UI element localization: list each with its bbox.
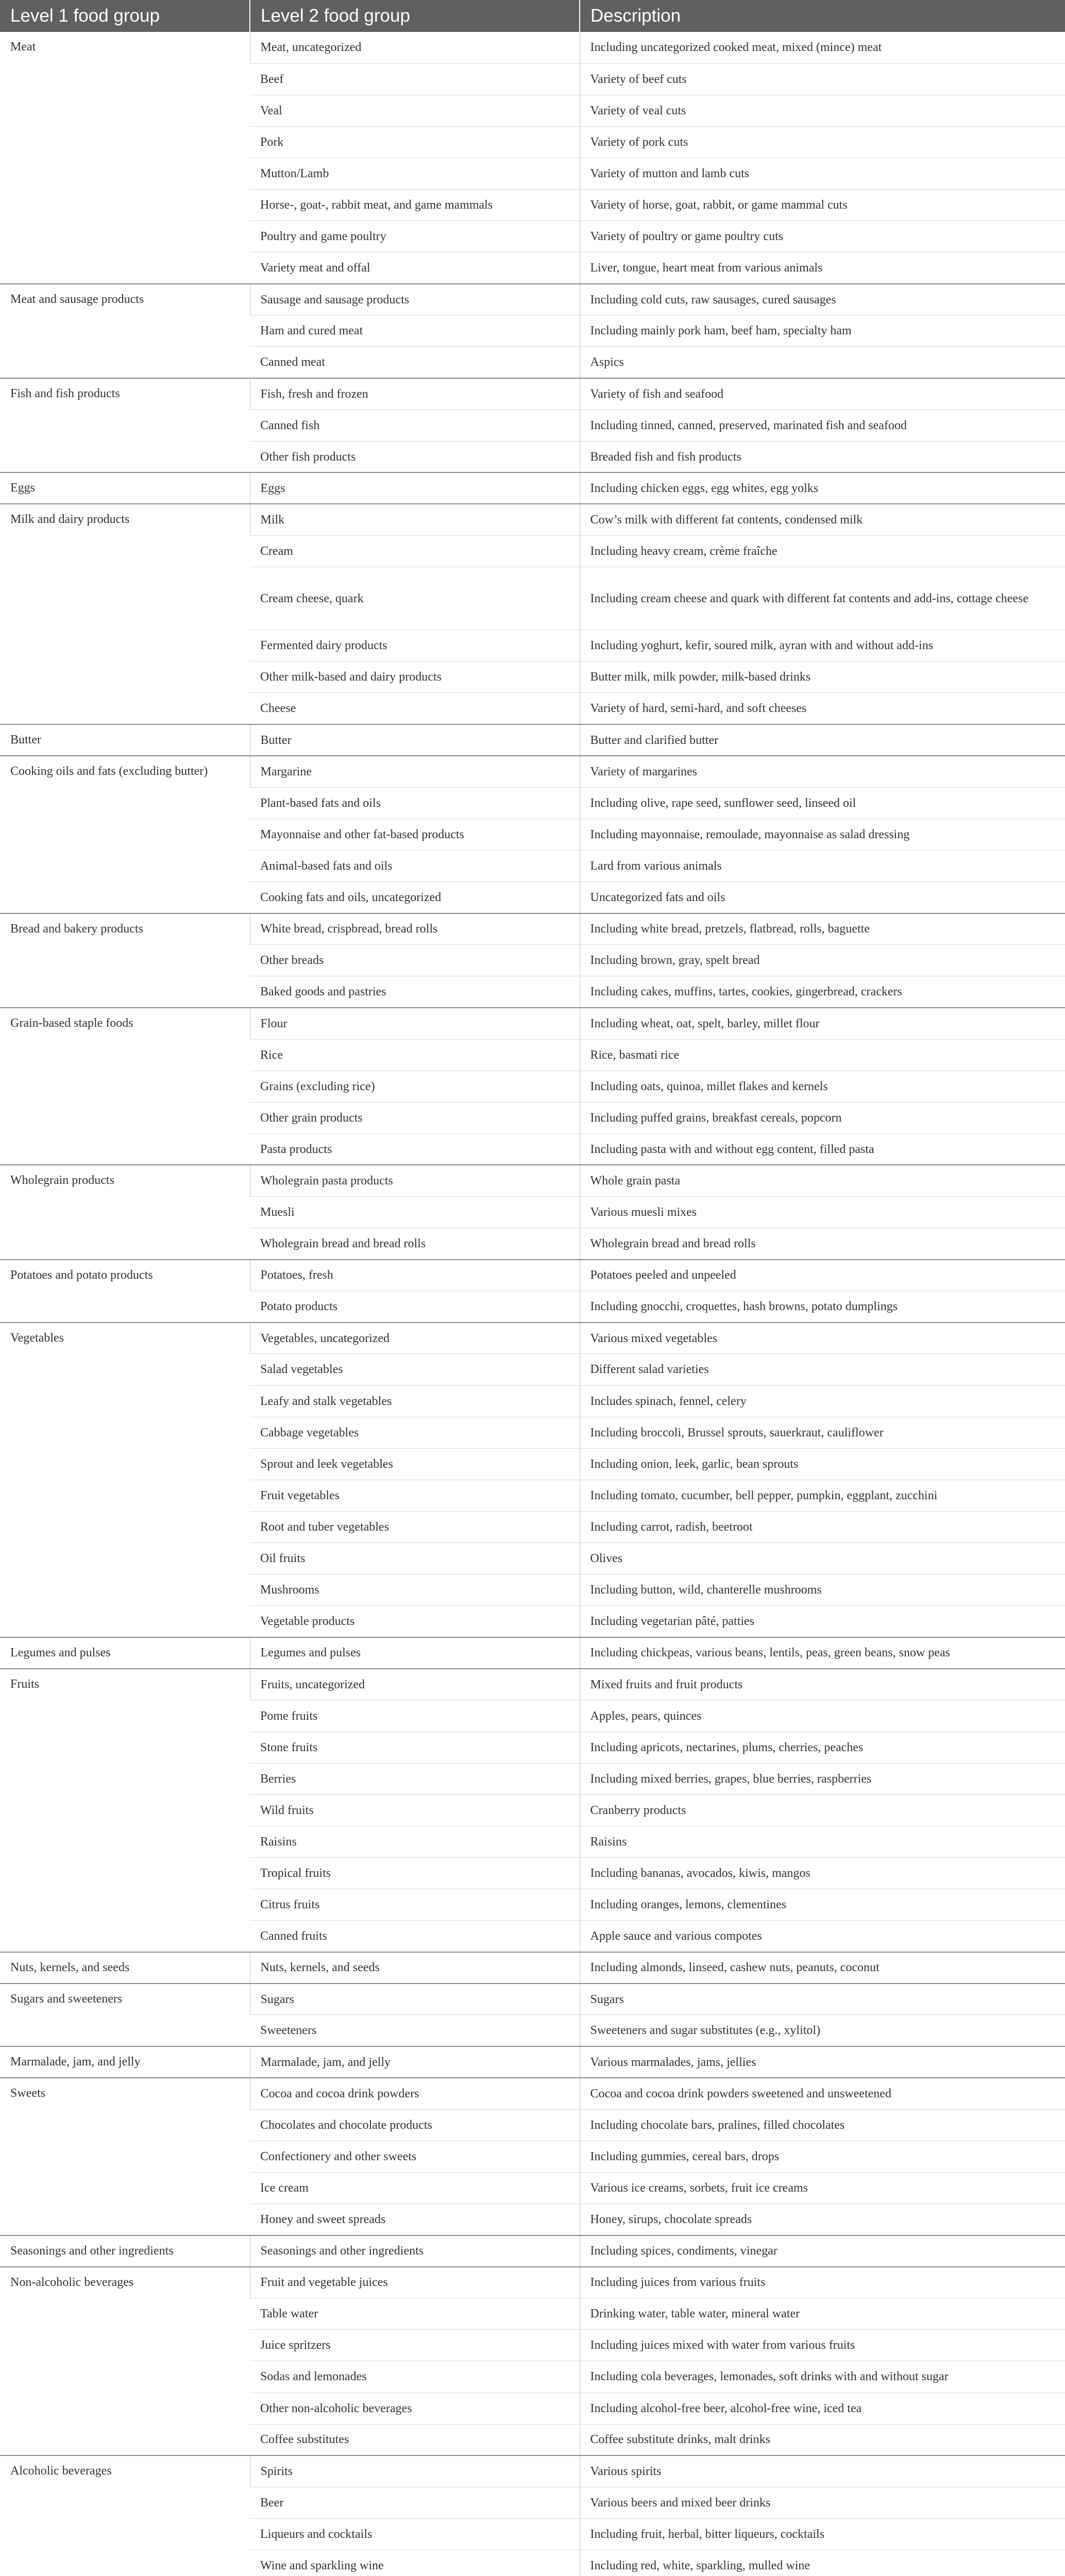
- level2-food-group: Sodas and lemonades: [250, 2361, 580, 2393]
- description: Butter and clarified butter: [580, 724, 1065, 756]
- header-description: Description: [580, 0, 1065, 32]
- description: Whole grain pasta: [580, 1165, 1065, 1196]
- description: Various muesli mixes: [580, 1196, 1065, 1228]
- description: Including chocolate bars, pralines, filled chocolates: [580, 2109, 1065, 2141]
- level1-food-group: Seasonings and other ingredients: [0, 2235, 250, 2267]
- description: Sweeteners and sugar substitutes (e.g., xylitol): [580, 2015, 1065, 2046]
- level2-food-group: Canned fruits: [250, 1921, 580, 1952]
- level2-food-group: Oil fruits: [250, 1543, 580, 1574]
- description: Coffee substitute drinks, malt drinks: [580, 2424, 1065, 2455]
- level2-food-group: Milk: [250, 504, 580, 535]
- table-row: [0, 1669, 1065, 1700]
- level2-food-group: Eggs: [250, 472, 580, 504]
- description: Honey, sirups, chocolate spreads: [580, 2204, 1065, 2235]
- level1-food-group: Meat: [10, 40, 36, 54]
- description: Including vegetarian pâté, patties: [580, 1606, 1065, 1637]
- level2-food-group: Legumes and pulses: [250, 1637, 580, 1669]
- level2-food-group: Berries: [250, 1763, 580, 1794]
- level2-food-group: Butter: [250, 724, 580, 756]
- level2-food-group: Cream cheese, quark: [250, 567, 580, 630]
- description: Including bananas, avocados, kiwis, mangos: [580, 1857, 1065, 1889]
- header-row: [0, 0, 1065, 32]
- level2-food-group: Cocoa and cocoa drink powders: [250, 2078, 580, 2109]
- description: Variety of mutton and lamb cuts: [580, 158, 1065, 189]
- description: Variety of margarines: [580, 756, 1065, 787]
- level2-food-group: Canned meat: [250, 347, 580, 378]
- description: Cocoa and cocoa drink powders sweetened and unsweetened: [580, 2078, 1065, 2109]
- level2-food-group: Ice cream: [250, 2172, 580, 2204]
- level2-food-group: Table water: [250, 2298, 580, 2330]
- description: Including apricots, nectarines, plums, cherries, peaches: [580, 1732, 1065, 1763]
- description: Various mixed vegetables: [580, 1323, 1065, 1354]
- table-row: [0, 1637, 1065, 1669]
- description: Including olive, rape seed, sunflower seed, linseed oil: [580, 787, 1065, 819]
- table-row: [0, 2235, 1065, 2267]
- level2-food-group: Root and tuber vegetables: [250, 1511, 580, 1543]
- level2-food-group: Tropical fruits: [250, 1857, 580, 1889]
- description: Potatoes peeled and unpeeled: [580, 1260, 1065, 1291]
- description: Including alcohol-free beer, alcohol-free wine, iced tea: [580, 2393, 1065, 2424]
- level2-food-group: Ham and cured meat: [250, 315, 580, 347]
- level2-food-group: Baked goods and pastries: [250, 976, 580, 1008]
- level2-food-group: Pork: [250, 126, 580, 158]
- level2-food-group: Mutton/Lamb: [250, 158, 580, 189]
- level2-food-group: Fruit vegetables: [250, 1480, 580, 1511]
- level2-food-group: Sugars: [250, 1984, 580, 2015]
- level1-food-group: Meat and sausage products: [0, 284, 250, 378]
- level2-food-group: Horse-, goat-, rabbit meat, and game mammals: [250, 189, 580, 221]
- level2-food-group: Sweeteners: [250, 2015, 580, 2046]
- level2-food-group: Seasonings and other ingredients: [250, 2235, 580, 2267]
- description: Various ice creams, sorbets, fruit ice creams: [580, 2172, 1065, 2204]
- description: Including juices from various fruits: [580, 2267, 1065, 2298]
- level2-food-group: Stone fruits: [250, 1732, 580, 1763]
- description: Including wheat, oat, spelt, barley, millet flour: [580, 1008, 1065, 1039]
- table-header: [0, 0, 1065, 32]
- table-row: [0, 1260, 1065, 1291]
- description: Including heavy cream, crème fraîche: [580, 536, 1065, 567]
- table-row: [0, 32, 1065, 63]
- level1-food-group: Grain-based staple foods: [0, 1008, 250, 1165]
- level2-food-group: Nuts, kernels, and seeds: [250, 1952, 580, 1984]
- description: Including broccoli, Brussel sprouts, sauerkraut, cauliflower: [580, 1417, 1065, 1448]
- level2-food-group: Sprout and leek vegetables: [250, 1448, 580, 1480]
- description: Olives: [580, 1543, 1065, 1574]
- level2-food-group: Grains (excluding rice): [250, 1071, 580, 1102]
- level1-food-group: Wholegrain products: [0, 1165, 250, 1259]
- header-level1: Level 1 food group: [0, 0, 250, 32]
- description: Including red, white, sparkling, mulled wine: [580, 2550, 1065, 2576]
- description: Variety of hard, semi-hard, and soft cheeses: [580, 693, 1065, 724]
- description: Including cold cuts, raw sausages, cured sausages: [580, 284, 1065, 315]
- level2-food-group: Citrus fruits: [250, 1889, 580, 1921]
- description: Including almonds, linseed, cashew nuts, peanuts, coconut: [580, 1952, 1065, 1984]
- level1-food-group: Nuts, kernels, and seeds: [0, 1952, 250, 1984]
- table-row: [0, 913, 1065, 945]
- description: Including mixed berries, grapes, blue berries, raspberries: [580, 1763, 1065, 1794]
- level1-food-group: Cooking oils and fats (excluding butter): [0, 756, 250, 913]
- table-row: [0, 2078, 1065, 2109]
- table-row: [0, 378, 1065, 410]
- table-row: [0, 1165, 1065, 1196]
- level2-food-group: Wild fruits: [250, 1794, 580, 1826]
- description: Including cola beverages, lemonades, soft drinks with and without sugar: [580, 2361, 1065, 2393]
- level2-food-group: Chocolates and chocolate products: [250, 2109, 580, 2141]
- table-row: [0, 1008, 1065, 1039]
- description: Breaded fish and fish products: [580, 441, 1065, 472]
- level2-food-group: Sausage and sausage products: [250, 284, 580, 315]
- level2-food-group: Cabbage vegetables: [250, 1417, 580, 1448]
- level2-food-group: Raisins: [250, 1826, 580, 1857]
- description: Includes spinach, fennel, celery: [580, 1385, 1065, 1417]
- level2-food-group: Other milk-based and dairy products: [250, 662, 580, 693]
- description: Including cream cheese and quark with different fat contents and add-ins, cottage cheese: [580, 567, 1065, 630]
- table-row: [0, 284, 1065, 315]
- level2-food-group: Potatoes, fresh: [250, 1260, 580, 1291]
- table-row: [0, 2267, 1065, 2298]
- description: Apple sauce and various compotes: [580, 1921, 1065, 1952]
- level2-food-group: Fruit and vegetable juices: [250, 2267, 580, 2298]
- level2-food-group: Marmalade, jam, and jelly: [250, 2046, 580, 2078]
- level1-food-group: Sweets: [0, 2078, 250, 2235]
- level2-food-group: Other grain products: [250, 1102, 580, 1133]
- level2-food-group: Poultry and game poultry: [250, 221, 580, 252]
- description: Including juices mixed with water from various fruits: [580, 2330, 1065, 2361]
- level2-food-group: Salad vegetables: [250, 1354, 580, 1385]
- description: Including onion, leek, garlic, bean sprouts: [580, 1448, 1065, 1480]
- table-row: [0, 2455, 1065, 2487]
- description: Uncategorized fats and oils: [580, 882, 1065, 913]
- level1-food-group: Fruits: [0, 1669, 250, 1952]
- level2-food-group: Plant-based fats and oils: [250, 787, 580, 819]
- level2-food-group: Mayonnaise and other fat-based products: [250, 819, 580, 850]
- level2-food-group: Rice: [250, 1039, 580, 1071]
- description: Including oranges, lemons, clementines: [580, 1889, 1065, 1921]
- description: Including gummies, cereal bars, drops: [580, 2141, 1065, 2172]
- level2-food-group: Other non-alcoholic beverages: [250, 2393, 580, 2424]
- description: Including cakes, muffins, tartes, cookies, gingerbread, crackers: [580, 976, 1065, 1008]
- level2-food-group: Beef: [250, 63, 580, 95]
- description: Lard from various animals: [580, 850, 1065, 882]
- level2-food-group: Coffee substitutes: [250, 2424, 580, 2455]
- description: Including fruit, herbal, bitter liqueurs, cocktails: [580, 2518, 1065, 2550]
- description: Including pasta with and without egg content, filled pasta: [580, 1133, 1065, 1165]
- level2-food-group: Variety meat and offal: [250, 252, 580, 284]
- level1-food-group: Legumes and pulses: [0, 1637, 250, 1669]
- table-row: [0, 2046, 1065, 2078]
- description: Including brown, gray, spelt bread: [580, 945, 1065, 976]
- level2-food-group: Vegetable products: [250, 1606, 580, 1637]
- description: Variety of horse, goat, rabbit, or game mammal cuts: [580, 189, 1065, 221]
- description: Liver, tongue, heart meat from various animals: [580, 252, 1065, 284]
- description: Including uncategorized cooked meat, mixed (mince) meat: [580, 32, 1065, 63]
- level2-food-group: Muesli: [250, 1196, 580, 1228]
- level1-food-group: Alcoholic beverages: [0, 2455, 250, 2576]
- description: Various spirits: [580, 2455, 1065, 2487]
- description: Cow’s milk with different fat contents, condensed milk: [580, 504, 1065, 535]
- description: Rice, basmati rice: [580, 1039, 1065, 1071]
- description: Apples, pears, quinces: [580, 1700, 1065, 1732]
- description: Various beers and mixed beer drinks: [580, 2487, 1065, 2518]
- level2-food-group: Fermented dairy products: [250, 630, 580, 662]
- description: Variety of poultry or game poultry cuts: [580, 221, 1065, 252]
- table-row: [0, 504, 1065, 535]
- description: Aspics: [580, 347, 1065, 378]
- level1-food-group: Milk and dairy products: [0, 504, 250, 724]
- description: Variety of fish and seafood: [580, 378, 1065, 410]
- description: Variety of beef cuts: [580, 63, 1065, 95]
- level2-food-group: Mushrooms: [250, 1574, 580, 1606]
- description: Including chicken eggs, egg whites, egg yolks: [580, 472, 1065, 504]
- level1-food-group: Butter: [0, 724, 250, 756]
- level2-food-group: Wholegrain bread and bread rolls: [250, 1228, 580, 1260]
- level2-food-group: Fruits, uncategorized: [250, 1669, 580, 1700]
- description: Including carrot, radish, beetroot: [580, 1511, 1065, 1543]
- level2-food-group: Canned fish: [250, 410, 580, 441]
- level2-food-group: Fish, fresh and frozen: [250, 378, 580, 410]
- level2-food-group: Pasta products: [250, 1133, 580, 1165]
- description: Including mainly pork ham, beef ham, specialty ham: [580, 315, 1065, 347]
- level2-food-group: Animal-based fats and oils: [250, 850, 580, 882]
- level2-food-group: White bread, crispbread, bread rolls: [250, 913, 580, 945]
- level1-food-group: Non-alcoholic beverages: [0, 2267, 250, 2456]
- description: Variety of veal cuts: [580, 95, 1065, 126]
- description: Including white bread, pretzels, flatbread, rolls, baguette: [580, 913, 1065, 945]
- table-row: [0, 1952, 1065, 1984]
- table-body: [0, 32, 1065, 2576]
- level2-food-group: Honey and sweet spreads: [250, 2204, 580, 2235]
- level2-food-group: Meat, uncategorized: [250, 32, 580, 63]
- level2-food-group: Veal: [250, 95, 580, 126]
- level2-food-group: Cheese: [250, 693, 580, 724]
- level2-food-group: Potato products: [250, 1291, 580, 1323]
- level1-food-group: Potatoes and potato products: [0, 1260, 250, 1323]
- level1-food-group: Eggs: [0, 472, 250, 504]
- description: Including gnocchi, croquettes, hash browns, potato dumplings: [580, 1291, 1065, 1323]
- level2-food-group: Margarine: [250, 756, 580, 787]
- level2-food-group: Vegetables, uncategorized: [250, 1323, 580, 1354]
- description: Including button, wild, chanterelle mushrooms: [580, 1574, 1065, 1606]
- level2-food-group: Cream: [250, 536, 580, 567]
- level2-food-group: Leafy and stalk vegetables: [250, 1385, 580, 1417]
- level2-food-group: Other breads: [250, 945, 580, 976]
- level2-food-group: Wine and sparkling wine: [250, 2550, 580, 2576]
- description: Including yoghurt, kefir, soured milk, ayran with and without add-ins: [580, 630, 1065, 662]
- level1-food-group: Bread and bakery products: [0, 913, 250, 1008]
- level2-food-group: Pome fruits: [250, 1700, 580, 1732]
- level2-food-group: Beer: [250, 2487, 580, 2518]
- description: Different salad varieties: [580, 1354, 1065, 1385]
- description: Including puffed grains, breakfast cereals, popcorn: [580, 1102, 1065, 1133]
- description: Including mayonnaise, remoulade, mayonnaise as salad dressing: [580, 819, 1065, 850]
- table-row: [0, 472, 1065, 504]
- level2-food-group: Flour: [250, 1008, 580, 1039]
- level2-food-group: Confectionery and other sweets: [250, 2141, 580, 2172]
- level2-food-group: Liqueurs and cocktails: [250, 2518, 580, 2550]
- description: Wholegrain bread and bread rolls: [580, 1228, 1065, 1260]
- table-row: [0, 1323, 1065, 1354]
- description: Including oats, quinoa, millet flakes and kernels: [580, 1071, 1065, 1102]
- description: Including chickpeas, various beans, lentils, peas, green beans, snow peas: [580, 1637, 1065, 1669]
- description: Including tomato, cucumber, bell pepper, pumpkin, eggplant, zucchini: [580, 1480, 1065, 1511]
- description: Variety of pork cuts: [580, 126, 1065, 158]
- level2-food-group: Cooking fats and oils, uncategorized: [250, 882, 580, 913]
- description: Including tinned, canned, preserved, marinated fish and seafood: [580, 410, 1065, 441]
- description: Various marmalades, jams, jellies: [580, 2046, 1065, 2078]
- description: Drinking water, table water, mineral water: [580, 2298, 1065, 2330]
- level1-food-group: Fish and fish products: [0, 378, 250, 472]
- level2-food-group: Other fish products: [250, 441, 580, 472]
- level2-food-group: Juice spritzers: [250, 2330, 580, 2361]
- description: Butter milk, milk powder, milk-based drinks: [580, 662, 1065, 693]
- level1-food-group: Marmalade, jam, and jelly: [0, 2046, 250, 2078]
- header-level2: Level 2 food group: [250, 0, 580, 32]
- description: Including spices, condiments, vinegar: [580, 2235, 1065, 2267]
- description: Cranberry products: [580, 1794, 1065, 1826]
- level2-food-group: Spirits: [250, 2455, 580, 2487]
- level2-food-group: Wholegrain pasta products: [250, 1165, 580, 1196]
- description: Raisins: [580, 1826, 1065, 1857]
- table-row: [0, 1984, 1065, 2015]
- description: Mixed fruits and fruit products: [580, 1669, 1065, 1700]
- table-row: [0, 756, 1065, 787]
- level1-food-group: Sugars and sweeteners: [0, 1984, 250, 2046]
- description: Sugars: [580, 1984, 1065, 2015]
- level1-food-group: Vegetables: [0, 1323, 250, 1637]
- table-row: [0, 724, 1065, 756]
